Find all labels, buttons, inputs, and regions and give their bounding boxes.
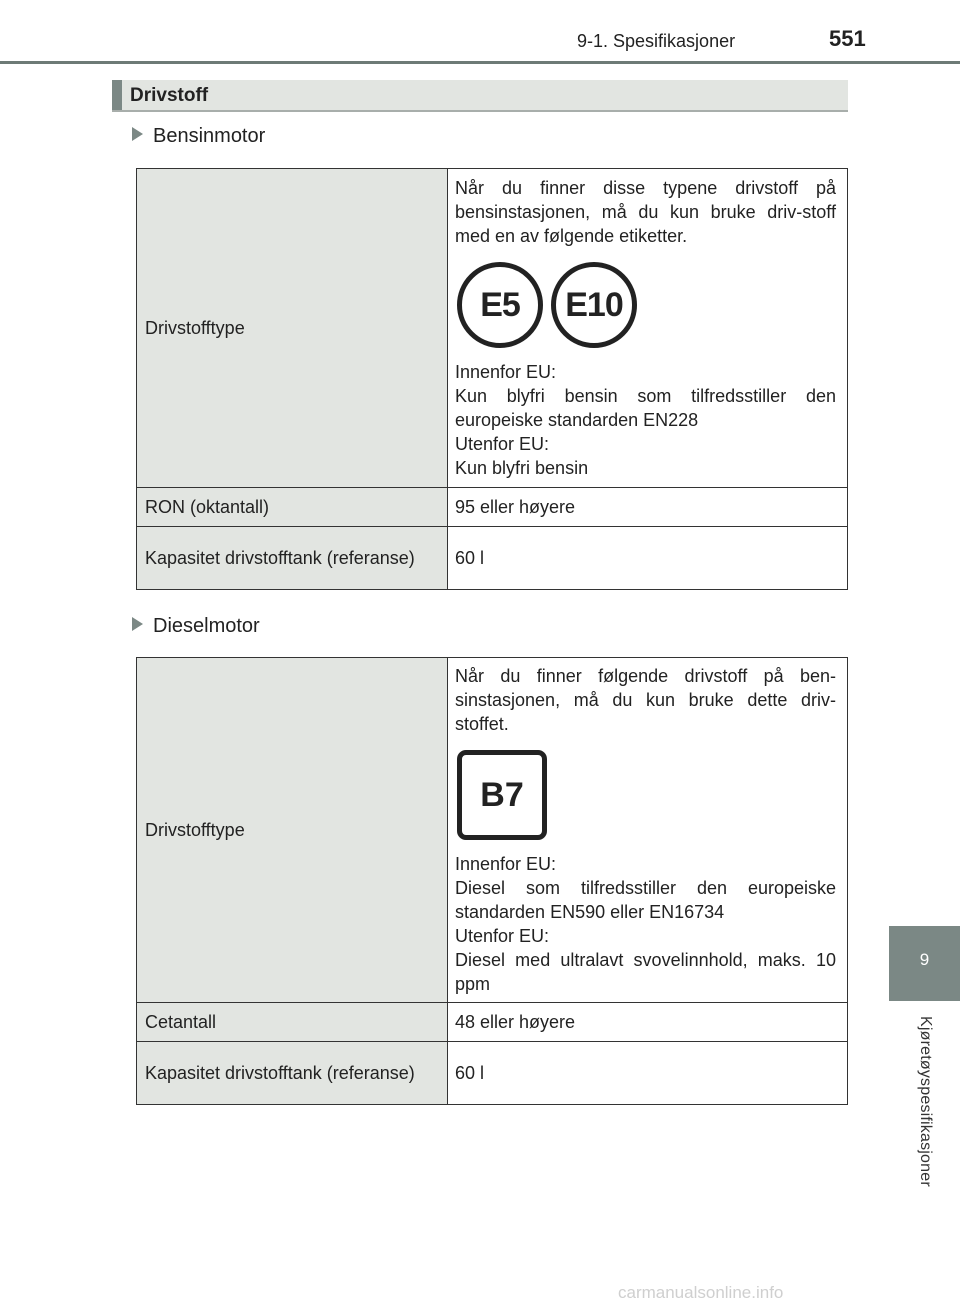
petrol-spec-table — [136, 168, 848, 590]
arrow-right-icon — [132, 127, 143, 141]
tank-capacity-value: 60 l — [448, 1042, 848, 1105]
e5-label-icon: E5 — [457, 262, 543, 348]
section-title: Drivstoff — [130, 85, 209, 106]
eu-heading: Innenfor EU: — [455, 362, 557, 382]
arrow-right-icon — [132, 617, 143, 631]
cetane-label: Cetantall — [137, 1003, 448, 1042]
octane-value: 95 eller høyere — [448, 488, 848, 527]
cetane-value: 48 eller høyere — [448, 1003, 848, 1042]
diesel-heading — [132, 615, 260, 638]
table-row — [137, 488, 848, 527]
eu-text: Kun blyfri bensin som tilfredsstiller den europeiske standarden EN228 — [455, 386, 836, 430]
fuel-type-value — [448, 169, 848, 488]
noneu-text: Diesel med ultralavt svovelinnhold, maks. 10 ppm — [455, 950, 836, 994]
header-section-title: 9-1. Spesifikasjoner — [577, 31, 736, 51]
tank-capacity-label: Kapasitet drivstofftank (referanse) — [137, 1042, 448, 1105]
eu-text: Diesel som tilfredsstiller den europeiske standarden EN590 eller EN16734 — [455, 878, 836, 922]
header-rule — [0, 61, 960, 64]
table-row — [137, 1042, 848, 1105]
fuel-type-label: Drivstofftype — [137, 169, 448, 488]
watermark: carmanualsonline.info — [618, 1283, 784, 1302]
section-title-accent — [112, 80, 122, 110]
diesel-spec-table — [136, 657, 848, 1105]
e10-label-icon: E10 — [551, 262, 637, 348]
fuel-type-value — [448, 658, 848, 1003]
table-row — [137, 527, 848, 590]
diesel-heading-text: Dieselmotor — [153, 615, 260, 637]
fuel-type-label: Drivstofftype — [137, 658, 448, 1003]
tank-capacity-label: Kapasitet drivstofftank (referanse) — [137, 527, 448, 590]
noneu-text: Kun blyfri bensin — [455, 458, 589, 478]
fuel-labels — [457, 262, 836, 348]
page-header — [0, 0, 960, 62]
b7-label-icon: B7 — [457, 750, 547, 840]
chapter-number: 9 — [919, 950, 930, 969]
petrol-heading — [132, 125, 265, 148]
noneu-heading: Utenfor EU: — [455, 926, 550, 946]
noneu-heading: Utenfor EU: — [455, 434, 550, 454]
table-row — [137, 1003, 848, 1042]
octane-label: RON (oktantall) — [137, 488, 448, 527]
eu-heading: Innenfor EU: — [455, 854, 557, 874]
page-number: 551 — [829, 26, 866, 51]
tank-capacity-value: 60 l — [448, 527, 848, 590]
section-title-bar — [112, 80, 848, 112]
chapter-title: Kjøretøyspesifikasjoner — [917, 1016, 934, 1187]
chapter-tab — [889, 926, 960, 1001]
table-row — [137, 658, 848, 1003]
fuel-intro-text: Når du finner følgende drivstoff på ben-sinstasjonen, må du kun bruke dette driv-stoffet. — [455, 666, 836, 734]
table-row — [137, 169, 848, 488]
petrol-heading-text: Bensinmotor — [153, 125, 266, 147]
fuel-intro-text: Når du finner disse typene drivstoff på bensinstasjonen, må du kun bruke driv-stoff med en av følgende etiketter. — [455, 178, 836, 246]
chapter-side-label — [889, 1001, 960, 1307]
